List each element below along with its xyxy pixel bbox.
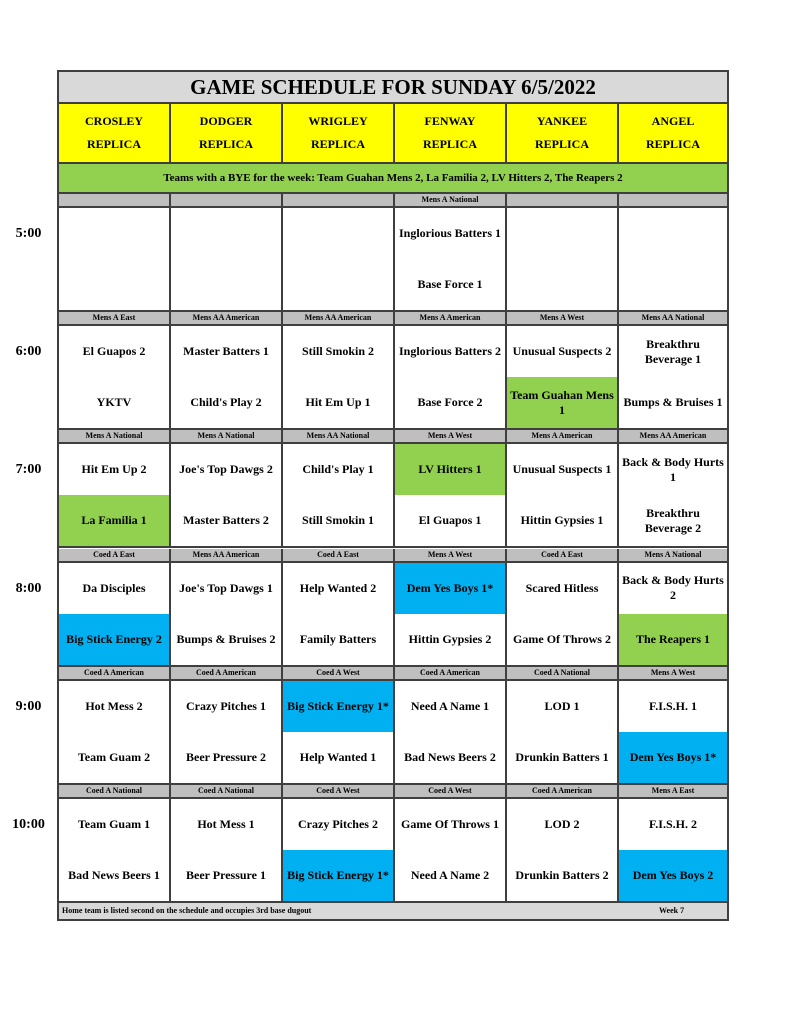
away-team: Joe's Top Dawgs 1 [179,580,273,595]
home-team: Bumps & Bruises 1 [623,395,723,410]
game-cell [619,799,727,901]
game-cell [507,799,619,901]
away-team [59,208,169,259]
game-cell [395,681,507,783]
away-team: Back & Body Hurts 1 [622,454,724,484]
division-label: Mens AA American [619,430,727,442]
game-cell [59,799,171,901]
home-team: Bad News Beers 1 [68,868,160,882]
division-label [59,194,171,206]
field-subtitle: REPLICA [198,137,253,151]
home-team [619,259,727,310]
away-team: Unusual Suspects 1 [512,462,612,477]
time-slot [59,549,727,667]
schedule-sheet [57,70,729,921]
away-team: F.I.S.H. 2 [649,817,697,831]
field-subtitle: REPLICA [645,137,700,151]
game-cell [171,799,283,901]
away-team: El Guapos 2 [82,344,146,359]
division-label: Mens A National [59,430,171,442]
away-team: Breakthru Beverage 1 [644,336,702,366]
division-label: Coed A American [395,667,507,679]
home-team: The Reapers 1 [619,614,727,665]
home-team: Bumps & Bruises 2 [176,631,276,646]
away-team: F.I.S.H. 1 [649,698,697,713]
division-row [59,549,727,563]
game-cell [59,208,171,310]
time-label: 8:00 [15,580,42,596]
home-team: Help Wanted 1 [299,749,377,764]
home-team: Beer Pressure 2 [186,749,266,764]
division-label: Mens A American [395,312,507,324]
division-label: Coed A National [59,785,171,797]
away-team: Hit Em Up 2 [81,462,147,477]
away-team: Big Stick Energy 1* [283,681,393,732]
division-label: Mens A National [171,430,283,442]
field-header-dodger [171,104,283,162]
away-team [619,208,727,259]
division-label: Coed A East [283,549,395,561]
away-team: Child's Play 1 [302,462,374,477]
home-team: Game Of Throws 2 [513,631,611,646]
away-team: Need A Name 1 [410,698,490,713]
away-team: Inglorious Batters 2 [399,344,501,359]
game-cell [619,563,727,665]
field-header-yankee [507,104,619,162]
home-team: Big Stick Energy 2 [59,614,169,665]
page-title: GAME SCHEDULE FOR SUNDAY 6/5/2022 [59,72,727,104]
field-name: WRIGLEY [308,114,368,128]
game-cell [619,681,727,783]
home-team: YKTV [96,395,132,410]
game-cell [171,326,283,428]
time-slot [59,194,727,312]
field-subtitle: REPLICA [422,137,477,151]
time-slot [59,667,727,785]
division-row [59,667,727,681]
home-team [507,259,617,310]
division-row [59,312,727,326]
time-label: 6:00 [15,344,42,360]
division-label: Coed A East [507,549,619,561]
division-label [507,194,619,206]
division-label: Coed A West [283,785,395,797]
away-team: Scared Hitless [525,580,599,595]
game-cell [171,563,283,665]
division-row [59,194,727,208]
away-team [507,208,617,259]
home-team: Dem Yes Boys 1* [619,732,727,783]
home-team: Team Guahan Mens 1 [507,377,617,428]
away-team: Still Smokin 2 [301,344,375,359]
game-cell [507,444,619,546]
division-label: Mens A West [395,430,507,442]
division-label: Mens AA National [283,430,395,442]
game-cell [59,326,171,428]
home-team: Drunkin Batters 2 [515,868,609,882]
game-cell [507,563,619,665]
time-label: 9:00 [15,698,42,714]
division-label: Mens AA National [619,312,727,324]
away-team: Help Wanted 2 [299,580,377,595]
field-subtitle: REPLICA [310,137,365,151]
field-name: CROSLEY [84,114,143,128]
game-cell [619,208,727,310]
field-subtitle: REPLICA [534,137,589,151]
game-cell [395,799,507,901]
game-cell [507,681,619,783]
division-row [59,785,727,799]
division-label: Mens A West [507,312,619,324]
division-label: Mens AA American [171,549,283,561]
field-name: ANGEL [651,114,695,128]
away-team [283,208,393,259]
field-subtitle: REPLICA [86,137,141,151]
division-label: Mens AA American [171,312,283,324]
home-team: El Guapos 1 [418,513,482,528]
field-name: DODGER [199,114,253,128]
division-label: Mens A West [619,667,727,679]
game-cell [283,326,395,428]
away-team: Dem Yes Boys 1* [395,563,505,614]
division-label: Mens A National [619,549,727,561]
away-team [171,208,281,259]
division-label: Coed A American [171,667,283,679]
games-row [59,208,727,312]
games-row [59,326,727,430]
away-team: Crazy Pitches 2 [298,817,378,831]
time-label: 5:00 [15,226,42,241]
game-cell [395,444,507,546]
game-cell [395,208,507,310]
division-label: Coed A West [283,667,395,679]
field-name: FENWAY [424,114,476,128]
home-team: Master Batters 2 [183,513,269,528]
field-header-angel [619,104,727,162]
home-team: Need A Name 2 [410,868,490,882]
division-label: Mens A West [395,549,507,561]
game-cell [59,563,171,665]
home-team [59,259,169,310]
home-team: Team Guam 2 [77,749,151,764]
away-team: Inglorious Batters 1 [399,226,501,240]
home-team: Drunkin Batters 1 [515,749,609,764]
game-cell [171,444,283,546]
division-label: Mens A American [507,430,619,442]
division-label: Mens AA American [283,312,395,324]
division-label [619,194,727,206]
game-cell [171,208,283,310]
field-header-row [59,104,727,164]
game-cell [619,444,727,546]
away-team: Joe's Top Dawgs 2 [179,462,273,477]
game-cell [59,444,171,546]
time-slot [59,785,727,903]
home-team: Family Batters [299,631,377,646]
division-label: Coed A American [59,667,171,679]
division-label: Mens A National [395,194,507,206]
division-label: Coed A West [395,785,507,797]
home-team: Base Force 1 [417,277,483,291]
division-label: Coed A East [59,549,171,561]
home-team: Dem Yes Boys 2 [619,850,727,901]
game-cell [619,326,727,428]
field-header-crosley [59,104,171,162]
field-header-wrigley [283,104,395,162]
away-team: Hot Mess 2 [85,698,143,713]
time-label: 10:00 [12,817,45,832]
home-team: Big Stick Energy 1* [283,850,393,901]
division-label: Mens A East [59,312,171,324]
bye-banner: Teams with a BYE for the week: Team Guahan Mens 2, La Familia 2, LV Hitters 2, The Reapers 2 [59,164,727,194]
time-slot [59,312,727,430]
time-slot [59,430,727,548]
away-team: Crazy Pitches 1 [186,698,266,713]
games-row [59,799,727,903]
games-row [59,444,727,548]
field-name: YANKEE [536,114,588,128]
division-label: Coed A American [507,785,619,797]
away-team: Da Disciples [82,580,146,595]
home-team: Base Force 2 [417,395,483,410]
away-team: LV Hitters 1 [395,444,505,495]
away-team: Master Batters 1 [183,344,269,359]
division-label [171,194,283,206]
home-team: Beer Pressure 1 [186,868,266,882]
home-team: La Familia 1 [59,495,169,546]
game-cell [283,563,395,665]
away-team: LOD 1 [544,698,580,713]
away-team: Unusual Suspects 2 [512,344,612,359]
game-cell [507,208,619,310]
game-cell [283,799,395,901]
game-cell [507,326,619,428]
game-cell [59,681,171,783]
game-cell [395,326,507,428]
home-team: Hit Em Up 1 [305,395,371,410]
division-label: Coed A National [507,667,619,679]
home-team [283,259,393,310]
division-row [59,430,727,444]
footer-bar [59,903,727,919]
division-label: Coed A National [171,785,283,797]
home-team [171,259,281,310]
time-label: 7:00 [15,462,42,478]
game-cell [283,681,395,783]
away-team: Hot Mess 1 [197,817,255,831]
home-team: Child's Play 2 [190,395,262,410]
away-team: Back & Body Hurts 2 [622,573,724,603]
field-header-fenway [395,104,507,162]
game-cell [395,563,507,665]
away-team: LOD 2 [544,817,580,831]
games-row [59,681,727,785]
home-team: Breakthru Beverage 2 [644,505,702,535]
home-team: Hittin Gypsies 2 [408,631,492,646]
division-label: Mens A East [619,785,727,797]
home-team: Hittin Gypsies 1 [520,513,604,528]
week-label: Week 7 [659,906,685,915]
game-cell [283,444,395,546]
away-team: Team Guam 1 [77,817,151,831]
home-team: Still Smokin 1 [301,513,375,528]
game-cell [283,208,395,310]
games-row [59,563,727,667]
game-cell [171,681,283,783]
footer-note: Home team is listed second on the schedule and occupies 3rd base dugout [62,906,312,915]
home-team: Bad News Beers 2 [404,749,496,764]
division-label [283,194,395,206]
away-team: Game Of Throws 1 [401,817,499,831]
